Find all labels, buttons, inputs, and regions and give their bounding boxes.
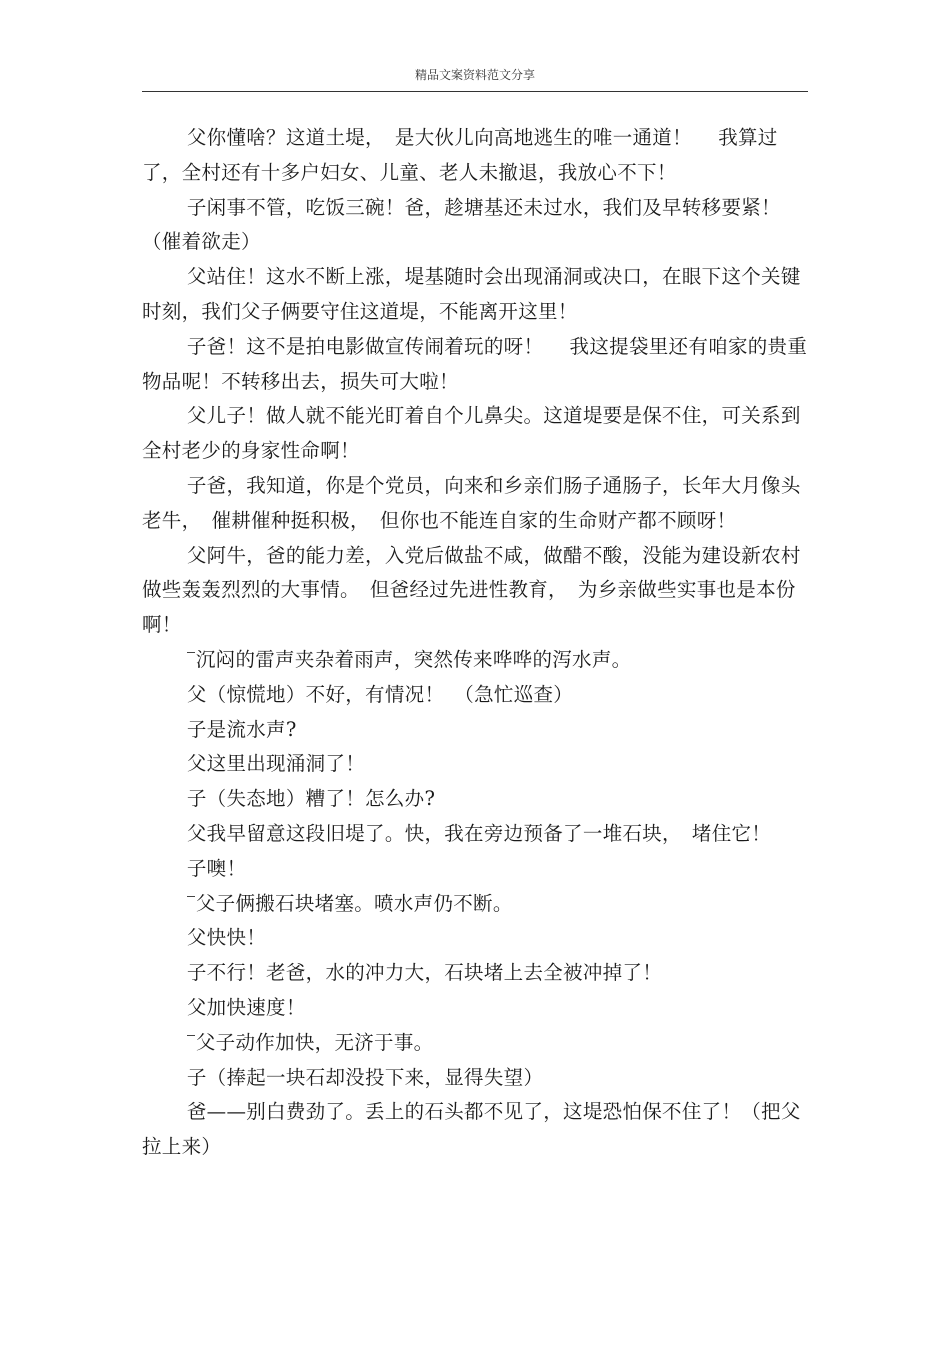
stage-direction [142, 887, 808, 922]
dialogue-line: 子不行！老爸，水的冲力大，石块堵上去全被冲掉了！ [186, 961, 663, 985]
stage-bracket-mark [187, 896, 195, 911]
dialogue-line: 子是流水声? [186, 717, 297, 741]
stage-bracket-mark [187, 1035, 195, 1050]
dialogue-line: 子闲事不管，吃饭三碗！爸，趁塘基还未过水，我们及早转移要紧！（催着欲走） [142, 195, 781, 254]
dialogue-line: 父你懂啥？这道土堤， 是大伙儿向高地逃生的唯一通道！ 我算过了，全村还有十多户妇女、儿童、老人未撤退，我放心不下！ [142, 126, 778, 184]
dialogue-line: 子爸！这不是拍电影做宣传闹着玩的呀！ 我这提袋里还有咱家的贵重物品呢！不转移出去，损失可大啦！ [142, 334, 808, 393]
dialogue-line: 子（捧起一块石却没投下来，显得失望） [186, 1065, 544, 1089]
dialogue-line: 父站住！这水不断上涨，堤基随时会出现涌洞或决口，在眼下这个关键时刻，我们父子俩要守住这道堤，不能离开这里！ [142, 265, 801, 323]
script-body [142, 121, 808, 1165]
dialogue-line: 父阿牛，爸的能力差，入党后做盐不咸，做醋不酸，没能为建设新农村做些轰轰烈烈的大事情。 但爸经过先进性教育， 为乡亲做些实事也是本份啊！ [142, 543, 801, 637]
dialogue-line: 子噢！ [186, 856, 247, 880]
stage-direction-text: 沉闷的雷声夹杂着雨声，突然传来哗哗的泻水声。 [195, 647, 632, 671]
dialogue-line: 父这里出现涌洞了！ [186, 752, 366, 776]
dialogue-line: 爸——别白费劲了。丢上的石头都不见了，这堤恐怕保不住了！（把父拉上来） [142, 1100, 801, 1159]
dialogue-line: 父儿子！做人就不能光盯着自个儿鼻尖。这道堤要是保不住，可关系到全村老少的身家性命啊！ [142, 404, 801, 463]
stage-direction-text: 父子俩搬石块堵塞。喷水声仍不断。 [195, 891, 513, 915]
dialogue-line: 父我早留意这段旧堤了。快，我在旁边预备了一堆石块， 堵住它！ [186, 821, 772, 845]
header-rule [142, 91, 808, 92]
dialogue-line: 父加快速度！ [186, 995, 306, 1019]
stage-bracket-mark [187, 652, 195, 667]
dialogue-line: 子（失态地）糟了！怎么办? [186, 787, 436, 811]
page-header: 精品文案资料范文分享 [414, 68, 535, 82]
stage-direction [142, 1026, 808, 1061]
stage-direction [142, 643, 808, 678]
stage-direction-text: 父子动作加快，无济于事。 [195, 1030, 434, 1054]
dialogue-line: 子爸，我知道，你是个党员，向来和乡亲们肠子通肠子，长年大月像头老牛， 催耕催种挺积极， 但你也不能连自家的生命财产都不顾呀！ [142, 473, 801, 532]
dialogue-line: 父快快！ [186, 926, 267, 950]
dialogue-line: 父（惊慌地）不好，有情况！ （急忙巡查） [186, 682, 574, 706]
